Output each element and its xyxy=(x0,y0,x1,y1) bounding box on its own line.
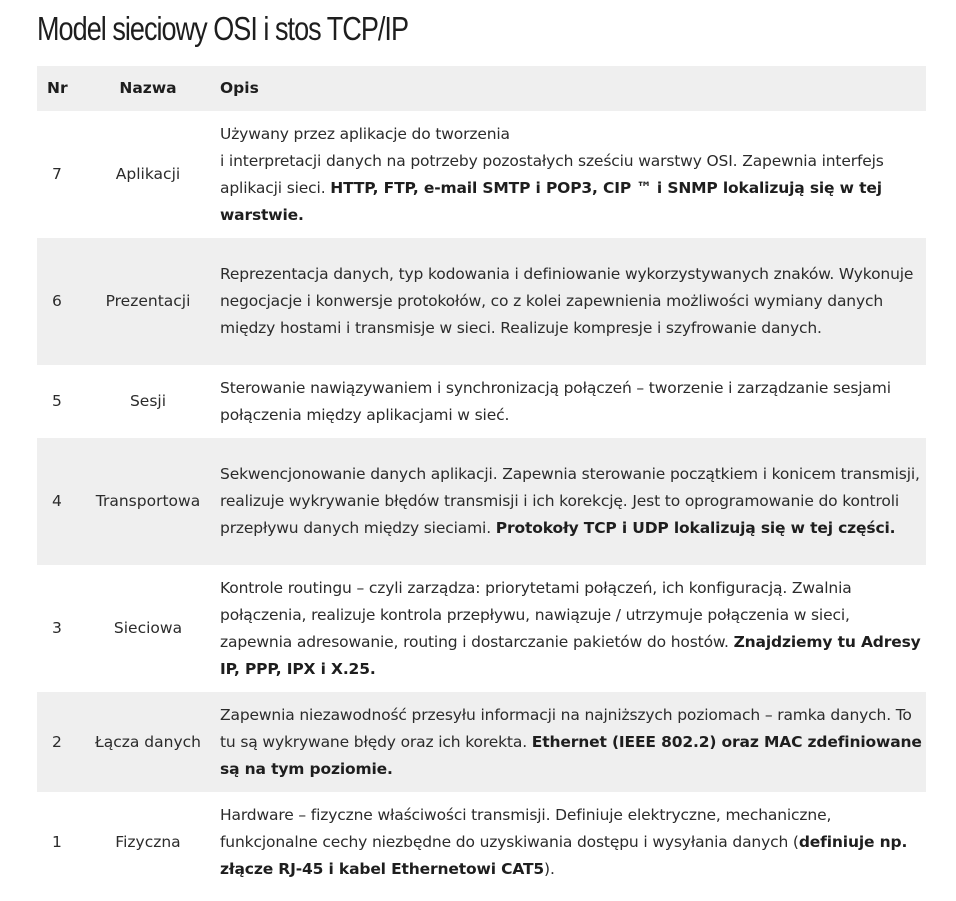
layer-description xyxy=(218,792,926,892)
layer-number: 7 xyxy=(52,165,62,183)
layer-number: 2 xyxy=(37,692,78,792)
table-header-row xyxy=(37,66,926,111)
layer-name: Sesji xyxy=(129,392,167,410)
description-text: Hardware – fizyczne właściwości transmisji. Definiuje elektryczne, mechaniczne, funkcjonalne cechy niezbędne do uzyskiwania dostępu i wysyłania danych ( xyxy=(220,805,832,851)
page-title: Model sieciowy OSI i stos TCP/IP xyxy=(37,10,409,47)
layer-number: 5 xyxy=(52,392,62,410)
layer-name: Sieciowa xyxy=(113,619,183,637)
layer-description xyxy=(218,238,926,365)
description-text: Kontrole routingu – czyli zarządza: priorytetami połączeń, ich konfiguracją. Zwalnia połączenia, realizuje kontrola przepływu, nawiązuje / utrzymuje połączenia w sieci, zapewnia adresowanie, routing i dostarczanie pakietów do hostów. xyxy=(220,578,852,651)
layer-name: Prezentacji xyxy=(78,238,218,365)
layer-name: Fizyczna xyxy=(115,832,181,851)
table-row xyxy=(37,438,926,565)
description-bold: definiuje np. złącze RJ-45 i kabel Ethernetowi CAT5 xyxy=(220,832,908,878)
table-row xyxy=(37,365,926,438)
layer-description xyxy=(218,365,926,438)
layer-name: Aplikacji xyxy=(115,165,181,183)
description-bold: HTTP, FTP, e-mail SMTP i POP3, CIP ™ i SNMP lokalizują się w tej warstwie. xyxy=(220,178,882,224)
column-header-name: Nazwa xyxy=(78,66,218,111)
description-text: Sterowanie nawiązywaniem i synchronizacją połączeń – tworzenie i zarządzanie sesjami połączenia między aplikacjami w sieć. xyxy=(220,378,891,424)
layer-number: 4 xyxy=(37,438,78,565)
column-header-desc: Opis xyxy=(218,66,926,111)
layer-number: 3 xyxy=(52,619,62,637)
table-row xyxy=(37,238,926,365)
description-text: Sekwencjonowanie danych aplikacji. Zapewnia sterowanie początkiem i konicem transmisji, realizuje wykrywanie błędów transmisji i ich korekcję. Jest to oprogramowanie do kontroli przepływu danych między sieciami. xyxy=(220,465,920,537)
layer-name: Łącza danych xyxy=(78,692,218,792)
description-bold: Ethernet (IEEE 802.2) oraz MAC zdefiniowane są na tym poziomie. xyxy=(220,732,922,778)
layer-description xyxy=(218,565,926,692)
description-text: Reprezentacja danych, typ kodowania i definiowanie wykorzystywanych znaków. Wykonuje negocjacje i konwersje protokołów, co z kolei zapewnienia możliwości wymiany danych między hostami i transmisje w sieci. Realizuje kompresje i szyfrowanie danych. xyxy=(220,265,914,337)
layer-number: 6 xyxy=(37,238,78,365)
description-text: Zapewnia niezawodność przesyłu informacji na najniższych poziomach – ramka danych. To tu są wykrywane błędy oraz ich korekta. xyxy=(220,705,912,751)
description-after: ). xyxy=(544,859,555,878)
description-bold: Znajdziemy tu Adresy IP, PPP, IPX i X.25. xyxy=(220,632,921,678)
layer-description xyxy=(218,111,926,238)
osi-table xyxy=(37,66,926,892)
column-header-nr: Nr xyxy=(37,66,78,111)
description-text: i interpretacji danych na potrzeby pozostałych sześciu warstwy OSI. Zapewnia interfejs aplikacji sieci. xyxy=(220,151,884,197)
table-row xyxy=(37,792,926,892)
description-bold: Protokoły TCP i UDP lokalizują się w tej części. xyxy=(495,519,896,537)
table-row xyxy=(37,565,926,692)
table-row xyxy=(37,111,926,238)
layer-name: Transportowa xyxy=(78,438,218,565)
layer-description xyxy=(218,692,926,792)
layer-number: 1 xyxy=(52,832,62,851)
description-first-line: Używany przez aplikacje do tworzenia xyxy=(220,124,510,143)
layer-description xyxy=(218,438,926,565)
table-row xyxy=(37,692,926,792)
